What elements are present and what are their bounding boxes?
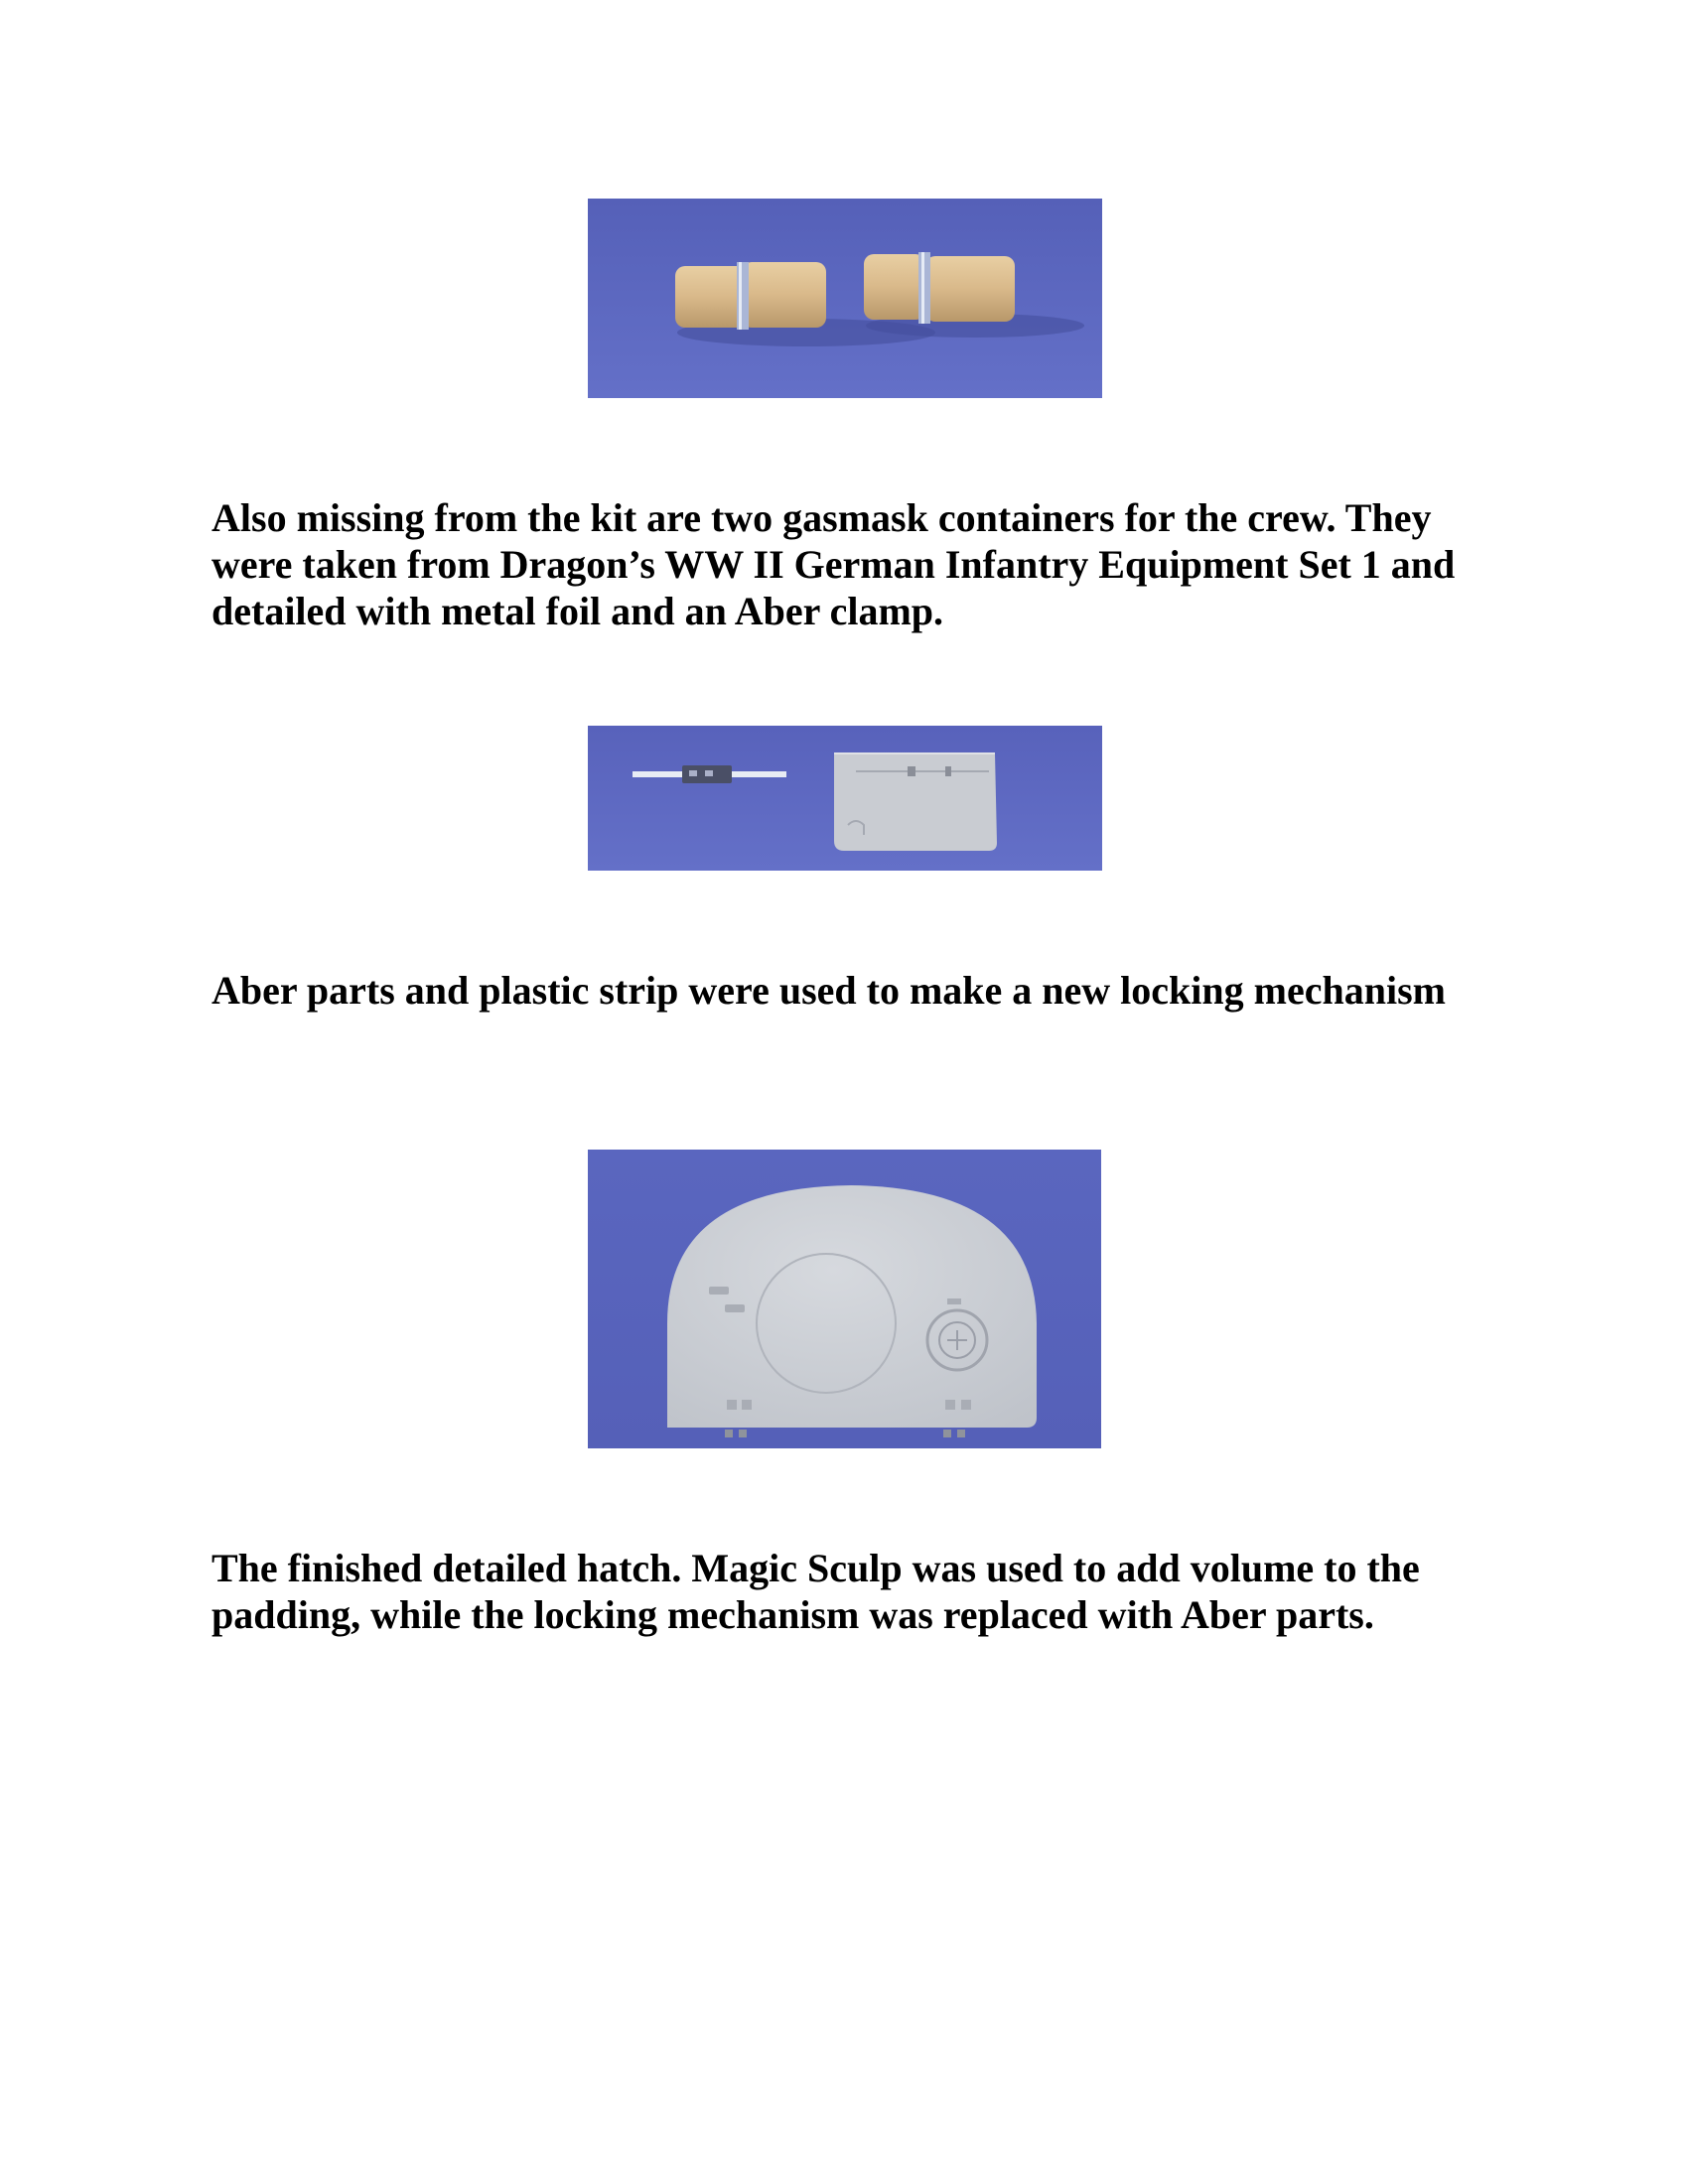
hatch-plate-part: [834, 753, 997, 851]
photo-gasmask-containers: [588, 199, 1102, 398]
caption-gasmask: Also missing from the kit are two gasmask containers for the crew. They were taken from Dragon’s WW II German Infantry Equipment Set 1 and detailed with metal foil and an Aber clamp.: [211, 495, 1456, 633]
gasmask-container-right: [864, 252, 1015, 324]
gasmask-container-left: [675, 262, 826, 330]
photo-locking-mechanism-parts: [588, 726, 1102, 871]
hatch-body: [667, 1185, 1037, 1437]
photo-finished-hatch: [588, 1150, 1101, 1448]
caption-finished-hatch: The finished detailed hatch. Magic Sculp was used to add volume to the padding, while the locking mechanism was replaced with Aber parts.: [211, 1546, 1420, 1637]
caption-locking-mechanism: Aber parts and plastic strip were used to make a new locking mechanism: [211, 968, 1446, 1013]
